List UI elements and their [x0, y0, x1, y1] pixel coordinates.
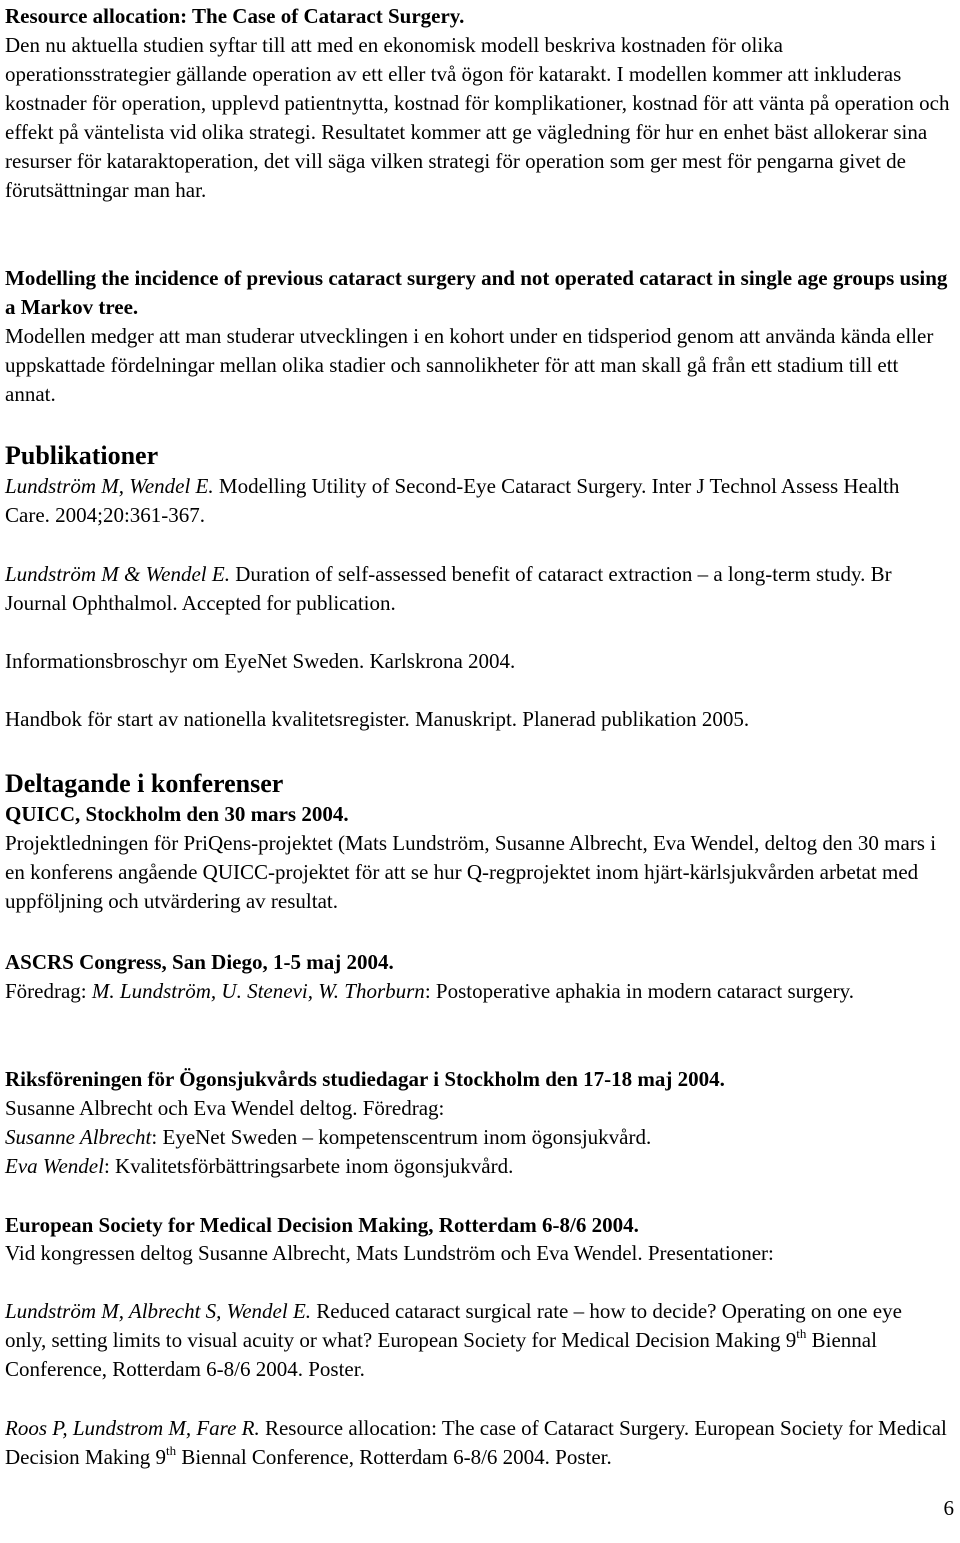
heading-konferenser: Deltagande i konferenser — [5, 769, 284, 798]
page-number: 6 — [943, 1496, 954, 1520]
presentation-2-tail: Biennal Conference, Rotterdam 6-8/6 2004. Poster. — [176, 1445, 612, 1469]
conference-2-authors: M. Lundström, U. Stenevi, W. Thorburn — [91, 979, 425, 1003]
presentation-1-text: Reduced cataract surgical rate – how to decide? Operating on one eye only, setting limits to visual acuity or what? European Society for Medical Decision Making 9 — [5, 1299, 902, 1352]
presentation-2-text: Resource allocation: The case of Cataract Surgery. European Society for Medical Decision Making 9 — [5, 1416, 947, 1469]
publication-2-authors: Lundström M & Wendel E. — [5, 562, 230, 586]
section-body-markov: Modellen medger att man studerar utvecklingen i en kohort under en tidsperiod genom att använda kända eller uppskattade fördelningar mellan olika stadier och sannolikheter för att man skall gå från ett stadium till ett annat. — [5, 324, 934, 406]
conference-3-title: Riksföreningen för Ögonsjukvårds studiedagar i Stockholm den 17-18 maj 2004. — [5, 1067, 725, 1091]
conference-2-body — [5, 977, 950, 1006]
publication-1 — [5, 472, 945, 530]
publication-2-text: Duration of self-assessed benefit of cataract extraction – a long-term study. Br Journal Ophthalmol. Accepted for publication. — [5, 562, 892, 615]
presentation-2-authors: Roos P, Lundstrom M, Fare R. — [5, 1416, 260, 1440]
section-heading-resource-allocation: Resource allocation: The Case of Cataract Surgery. — [5, 4, 465, 28]
presentation-1-authors: Lundström M, Albrecht S, Wendel E. — [5, 1299, 312, 1323]
publication-1-text: Modelling Utility of Second-Eye Cataract Surgery. Inter J Technol Assess Health Care. 2004;20:361-367. — [5, 474, 900, 527]
heading-publikationer: Publikationer — [5, 441, 159, 470]
section-body-resource-allocation: Den nu aktuella studien syftar till att med en ekonomisk modell beskriva kostnaden för olika operationsstrategier gällande operation av ett eller två ögon för katarakt. I modellen kommer att inkluderas kostnader för operation, upplevd patientnytta, kostnad för komplikationer, kostnad för att vänta på operation och effekt på väntelista vid olika strategi. Resultatet kommer att ge vägledning för hur en enhet bäst allokerar sina resurser för kataraktoperation, det vill säga vilken strategi för operation som ger mest för pengarna givet de förutsättningar man har. — [5, 33, 950, 202]
conference-3-talk-2: : Kvalitetsförbättringsarbete inom ögonsjukvård. — [103, 1154, 514, 1178]
conference-2-prefix: Föredrag: — [5, 979, 92, 1003]
conference-3-line2 — [5, 1123, 651, 1152]
conference-4-title: European Society for Medical Decision Making, Rotterdam 6-8/6 2004. — [5, 1213, 639, 1237]
presentation-2-sup: th — [165, 1443, 177, 1458]
publication-4: Handbok för start av nationella kvalitetsregister. Manuskript. Planerad publikation 2005. — [5, 707, 750, 731]
conference-3-talk-1: : EyeNet Sweden – kompetenscentrum inom ögonsjukvård. — [151, 1125, 652, 1149]
conference-2-text: : Postoperative aphakia in modern cataract surgery. — [424, 979, 854, 1003]
conference-2-title: ASCRS Congress, San Diego, 1-5 maj 2004. — [5, 950, 394, 974]
conference-3-line1: Susanne Albrecht och Eva Wendel deltog. Föredrag: — [5, 1096, 445, 1120]
publication-3: Informationsbroschyr om EyeNet Sweden. Karlskrona 2004. — [5, 649, 516, 673]
publication-1-authors: Lundström M, Wendel E. — [5, 474, 214, 498]
conference-3-line3 — [5, 1152, 513, 1181]
presentation-1-tail: Biennal Conference, Rotterdam 6-8/6 2004. Poster. — [5, 1328, 877, 1381]
presentation-1-sup: th — [796, 1326, 807, 1341]
presentation-2 — [5, 1414, 953, 1472]
conference-1-title: QUICC, Stockholm den 30 mars 2004. — [5, 802, 349, 826]
publication-2 — [5, 560, 945, 618]
conference-3-speaker-2: Eva Wendel — [5, 1154, 104, 1178]
presentation-1 — [5, 1297, 905, 1384]
conference-1-body: Projektledningen för PriQens-projektet (Mats Lundström, Susanne Albrecht, Eva Wendel, deltog den 30 mars i en konferens angående QUICC-projektet för att se hur Q-regprojektet inom hjärt-kärlsjukvården arbetat med uppföljning och utvärdering av resultat. — [5, 831, 937, 913]
conference-4-line1: Vid kongressen deltog Susanne Albrecht, Mats Lundström och Eva Wendel. Presentationer: — [5, 1241, 774, 1265]
conference-3-speaker-1: Susanne Albrecht — [5, 1125, 152, 1149]
section-heading-markov: Modelling the incidence of previous cataract surgery and not operated cataract in single age groups using a Markov tree. — [5, 266, 948, 319]
